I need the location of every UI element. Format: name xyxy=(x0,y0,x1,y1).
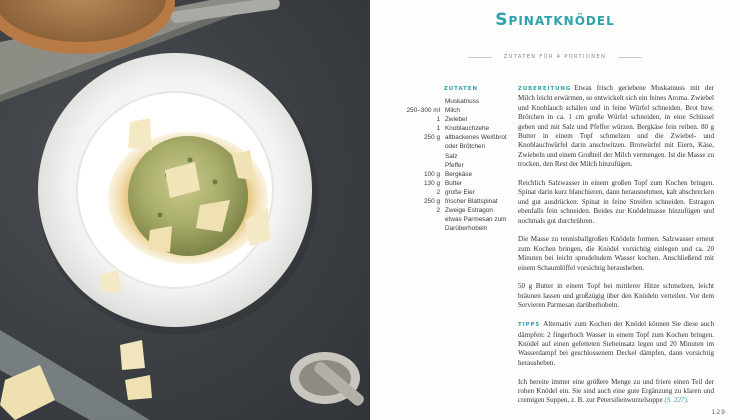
ingredient-quantity: 1 xyxy=(436,125,440,133)
ingredient-row xyxy=(370,207,510,216)
method-paragraph-1 xyxy=(518,84,714,170)
ingredient-name: Zwiebel xyxy=(445,116,468,124)
ingredient-row xyxy=(370,116,510,125)
ingredient-row xyxy=(370,162,510,171)
ingredient-name: Knoblauchzehe xyxy=(445,125,490,133)
ingredient-row xyxy=(370,198,510,207)
ingredient-name: Pfeffer xyxy=(445,161,464,169)
ingredient-name: oder Brötchen xyxy=(445,143,486,151)
method-step-1: Etwas frisch geriebene Muskatnuss mit der Milch leicht erwärmen, so entwickelt sich ein feines Aroma. Zwiebel und Knoblauch schälen und in feine Würfel schneiden. Brot bzw. Brötchen in ca. 1 cm große Würfel schneiden, in eine Schüssel geben und mit Salz und Pfeffer würzen. Bergkäse fein reiben. 80 g Butter in einem Topf schmelzen und die Zwiebel- und Knoblauchwürfel darin anschwitzen. Brotwürfel mit Eiern, Käse, Zwiebeln und einem Großteil der Milch vermengen. Ist die Masse zu trocken, den Rest der Milch hinzufügen. xyxy=(518,84,715,169)
method-paragraph-2: Reichlich Salzwasser in einem großen Topf zum Kochen bringen. Spinat darin kurz blanchieren, dann herausnehmen, kalt abschrecken und gut ausdrücken. Spinat in feine Streifen schneiden. Estragon ebenfalls fein schneiden. Beides zur Knödelmasse hinzufügen und nochmals gut durchrühren. xyxy=(518,179,714,225)
ingredient-list xyxy=(370,98,510,234)
page-reference-link[interactable]: (S. 227) xyxy=(664,396,687,405)
ingredient-name: Bergkäse xyxy=(445,170,472,178)
method-text xyxy=(518,84,714,415)
ingredient-row xyxy=(370,180,510,189)
ingredient-quantity: 2 xyxy=(436,188,440,196)
yield-rule-right xyxy=(618,57,642,58)
ingredient-name: Darüberhobeln xyxy=(445,225,488,233)
ingredient-quantity: 100 g xyxy=(424,170,440,178)
ingredient-row xyxy=(370,125,510,134)
tip-2-end: . xyxy=(686,396,689,405)
ingredient-row xyxy=(370,189,510,198)
ingredient-quantity: 1 xyxy=(436,116,440,124)
ingredients-heading: ZUTATEN xyxy=(443,86,478,92)
ingredient-name: altbackenes Weißbrot xyxy=(445,134,507,142)
ingredient-quantity: 2 xyxy=(436,207,440,215)
ingredient-row xyxy=(370,216,510,225)
ingredient-row xyxy=(370,107,510,116)
yield-line: ZUTATEN FÜR 4 PORTIONEN xyxy=(503,54,607,60)
ingredient-name: frischer Blattspinat xyxy=(445,198,498,206)
page-number: 129 xyxy=(711,409,726,416)
tip-2: Ich bereite immer eine größere Menge zu und friere einen Teil der rohen Knödel ein. Sie sind auch eine gute Ergänzung zu klaren und cremigen Suppen, z. B. zur Petersilienwurzelsuppe xyxy=(518,377,714,405)
recipe-page xyxy=(370,0,740,420)
ingredient-row xyxy=(370,171,510,180)
ingredient-name: Milch xyxy=(445,107,460,115)
ingredient-name: Muskatnuss xyxy=(445,98,480,105)
tips-paragraph-1 xyxy=(518,320,714,368)
ingredient-name: Salz xyxy=(445,152,458,160)
recipe-title: Spinatknödel xyxy=(495,10,615,30)
tips-paragraph-2 xyxy=(518,378,714,406)
ingredient-name: große Eier xyxy=(445,188,475,196)
ingredient-quantity: 250 g xyxy=(424,134,440,142)
tip-1: Alternativ zum Kochen der Knödel können Sie diese auch dämpfen: 2 fingerhoch Wasser in einem Topf zum Kochen bringen. Knödel auf einen gefetteten Siebeinsatz legen und 20 Minuten im Wasserdampf bei geschlossenem Deckel dämpfen, dann vorsichtig herausheben. xyxy=(518,320,714,367)
ingredient-row xyxy=(370,143,510,152)
ingredient-name: Butter xyxy=(445,179,463,187)
ingredient-row xyxy=(370,153,510,162)
tips-label: TIPPS xyxy=(518,322,541,329)
ingredient-quantity: 250 g xyxy=(424,198,440,206)
ingredient-quantity: 250–300 ml xyxy=(406,107,440,115)
method-paragraph-3: Die Masse zu tennisballgroßen Knödeln formen. Salzwasser erneut zum Kochen bringen, die Knödel vorsichtig einlegen und ca. 20 Minuten bei leicht sprudelndem Wasser kochen. Anschließend mit einem Schaumlöffel vorsichtig herausheben. xyxy=(518,235,714,272)
ingredient-name: etwas Parmesan zum xyxy=(445,216,507,224)
ingredient-quantity: 130 g xyxy=(424,179,440,187)
ingredient-row xyxy=(370,134,510,143)
ingredient-row xyxy=(370,98,510,107)
ingredient-name: Zweige Estragon xyxy=(445,207,493,215)
ingredient-row xyxy=(370,225,510,234)
preparation-label: ZUBEREITUNG xyxy=(518,86,572,92)
yield-rule-left xyxy=(468,57,492,58)
method-paragraph-4: 50 g Butter in einem Topf bei mittlerer Hitze schmelzen, leicht bräunen lassen und großzügig über den Knödeln verteilen. Vor dem Servieren Parmesan darüberhobeln. xyxy=(518,282,714,310)
